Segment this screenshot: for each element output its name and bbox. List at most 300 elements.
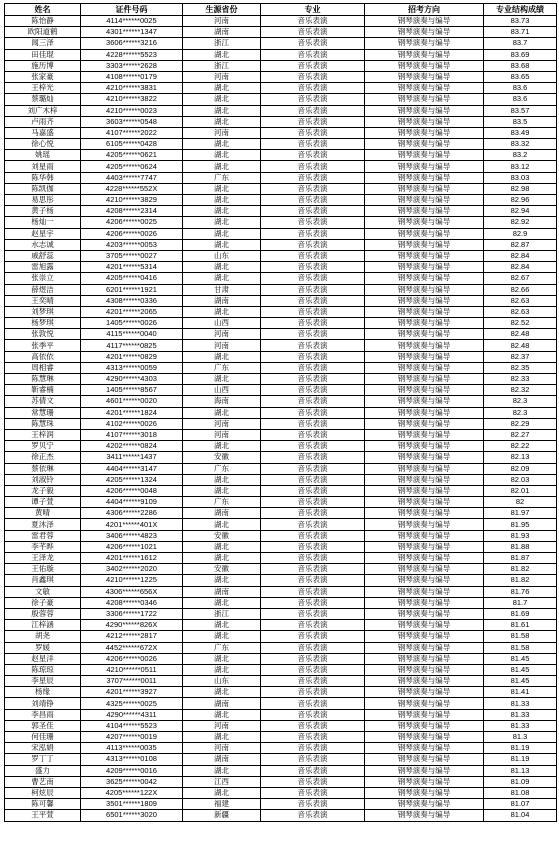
- cell-score: 81.93: [484, 530, 557, 541]
- cell-major: 音乐表演: [261, 374, 365, 385]
- header-row: [5, 4, 557, 16]
- cell-name: 夏沐泽: [5, 519, 81, 530]
- cell-direction: 钢琴演奏与编导: [365, 485, 484, 496]
- cell-direction: 钢琴演奏与编导: [365, 418, 484, 429]
- cell-province: 广东: [183, 642, 261, 653]
- table-row: [5, 183, 557, 194]
- cell-major: 音乐表演: [261, 575, 365, 586]
- cell-score: 82: [484, 497, 557, 508]
- cell-id-number: 4117******0825: [81, 340, 183, 351]
- cell-score: 82.35: [484, 362, 557, 373]
- cell-name: 薛煜洁: [5, 284, 81, 295]
- table-row: [5, 150, 557, 161]
- cell-id-number: 4102******0026: [81, 418, 183, 429]
- cell-direction: 钢琴演奏与编导: [365, 765, 484, 776]
- cell-id-number: 4308******0336: [81, 295, 183, 306]
- cell-name: 周相睿: [5, 362, 81, 373]
- cell-direction: 钢琴演奏与编导: [365, 407, 484, 418]
- cell-direction: 钢琴演奏与编导: [365, 463, 484, 474]
- cell-province: 新疆: [183, 810, 261, 821]
- cell-score: 82.27: [484, 429, 557, 440]
- cell-major: 音乐表演: [261, 351, 365, 362]
- table-row: [5, 474, 557, 485]
- cell-direction: 钢琴演奏与编导: [365, 239, 484, 250]
- cell-score: 81.33: [484, 720, 557, 731]
- table-row: [5, 676, 557, 687]
- cell-major: 音乐表演: [261, 620, 365, 631]
- cell-id-number: 3402******2020: [81, 564, 183, 575]
- cell-province: 湖北: [183, 228, 261, 239]
- cell-direction: 钢琴演奏与编导: [365, 329, 484, 340]
- cell-name: 罗媛: [5, 642, 81, 653]
- cell-id-number: 4208******0346: [81, 597, 183, 608]
- table-row: [5, 250, 557, 261]
- cell-name: 罗贝宁: [5, 441, 81, 452]
- table-row: [5, 172, 557, 183]
- cell-major: 音乐表演: [261, 631, 365, 642]
- cell-name: 闻三泽: [5, 38, 81, 49]
- cell-name: 陈华韩: [5, 172, 81, 183]
- cell-province: 山东: [183, 250, 261, 261]
- cell-province: 湖北: [183, 139, 261, 150]
- table-row: [5, 340, 557, 351]
- cell-id-number: 4403******7747: [81, 172, 183, 183]
- cell-score: 81.61: [484, 620, 557, 631]
- cell-score: 82.87: [484, 239, 557, 250]
- cell-id-number: 4212******2817: [81, 631, 183, 642]
- cell-direction: 钢琴演奏与编导: [365, 362, 484, 373]
- cell-direction: 钢琴演奏与编导: [365, 519, 484, 530]
- cell-direction: 钢琴演奏与编导: [365, 687, 484, 698]
- table-row: [5, 329, 557, 340]
- header-province: 生源省份: [183, 4, 261, 16]
- cell-name: 罗丁丁: [5, 754, 81, 765]
- cell-major: 音乐表演: [261, 597, 365, 608]
- cell-name: 柯炫辰: [5, 787, 81, 798]
- cell-id-number: 4206******0026: [81, 653, 183, 664]
- cell-province: 湖北: [183, 519, 261, 530]
- cell-province: 海南: [183, 396, 261, 407]
- cell-major: 音乐表演: [261, 765, 365, 776]
- cell-score: 83.68: [484, 60, 557, 71]
- table-row: [5, 642, 557, 653]
- cell-score: 82.84: [484, 262, 557, 273]
- cell-score: 82.37: [484, 351, 557, 362]
- cell-id-number: 4114******0025: [81, 16, 183, 27]
- table-row: [5, 374, 557, 385]
- cell-province: 河南: [183, 16, 261, 27]
- table-row: [5, 597, 557, 608]
- table-row: [5, 720, 557, 731]
- table-row: [5, 38, 557, 49]
- cell-province: 湖北: [183, 575, 261, 586]
- cell-major: 音乐表演: [261, 49, 365, 60]
- cell-major: 音乐表演: [261, 676, 365, 687]
- cell-major: 音乐表演: [261, 94, 365, 105]
- cell-major: 音乐表演: [261, 519, 365, 530]
- cell-direction: 钢琴演奏与编导: [365, 642, 484, 653]
- cell-province: 河南: [183, 418, 261, 429]
- cell-id-number: 4290******4311: [81, 709, 183, 720]
- table-row: [5, 295, 557, 306]
- cell-id-number: 4210******3829: [81, 195, 183, 206]
- cell-name: 黄晴: [5, 508, 81, 519]
- cell-id-number: 4404******3147: [81, 463, 183, 474]
- table-row: [5, 463, 557, 474]
- cell-name: 徐心悦: [5, 139, 81, 150]
- cell-major: 音乐表演: [261, 329, 365, 340]
- cell-score: 83.65: [484, 71, 557, 82]
- header-id-number: 证件号码: [81, 4, 183, 16]
- cell-score: 82.63: [484, 306, 557, 317]
- cell-id-number: 4210******0511: [81, 664, 183, 675]
- cell-province: 安徽: [183, 452, 261, 463]
- cell-direction: 钢琴演奏与编导: [365, 284, 484, 295]
- cell-id-number: 4201******401X: [81, 519, 183, 530]
- cell-major: 音乐表演: [261, 776, 365, 787]
- cell-province: 湖北: [183, 239, 261, 250]
- cell-major: 音乐表演: [261, 452, 365, 463]
- cell-major: 音乐表演: [261, 787, 365, 798]
- table-row: [5, 441, 557, 452]
- cell-major: 音乐表演: [261, 642, 365, 653]
- cell-major: 音乐表演: [261, 485, 365, 496]
- cell-direction: 钢琴演奏与编导: [365, 250, 484, 261]
- cell-major: 音乐表演: [261, 407, 365, 418]
- cell-province: 湖北: [183, 620, 261, 631]
- cell-direction: 钢琴演奏与编导: [365, 396, 484, 407]
- cell-major: 音乐表演: [261, 239, 365, 250]
- cell-score: 82.84: [484, 250, 557, 261]
- cell-id-number: 4208******2314: [81, 206, 183, 217]
- cell-province: 湖北: [183, 49, 261, 60]
- cell-province: 湖南: [183, 508, 261, 519]
- table-row: [5, 228, 557, 239]
- cell-name: 常慧珊: [5, 407, 81, 418]
- cell-name: 苏倩文: [5, 396, 81, 407]
- cell-score: 81.95: [484, 519, 557, 530]
- cell-score: 81.82: [484, 564, 557, 575]
- cell-score: 82.29: [484, 418, 557, 429]
- cell-id-number: 4452******672X: [81, 642, 183, 653]
- table-row: [5, 519, 557, 530]
- cell-score: 81.69: [484, 608, 557, 619]
- cell-name: 赵星洋: [5, 653, 81, 664]
- cell-name: 张敦悦: [5, 329, 81, 340]
- cell-score: 82.96: [484, 195, 557, 206]
- cell-name: 龙子毅: [5, 485, 81, 496]
- table-row: [5, 71, 557, 82]
- table-row: [5, 284, 557, 295]
- table-row: [5, 530, 557, 541]
- table-row: [5, 429, 557, 440]
- cell-score: 81.33: [484, 709, 557, 720]
- cell-name: 殷蓉蓉: [5, 608, 81, 619]
- cell-score: 82.03: [484, 474, 557, 485]
- cell-score: 82.09: [484, 463, 557, 474]
- cell-province: 湖北: [183, 732, 261, 743]
- cell-score: 82.63: [484, 295, 557, 306]
- cell-name: 蔡依琳: [5, 463, 81, 474]
- cell-id-number: 4210******1225: [81, 575, 183, 586]
- cell-major: 音乐表演: [261, 60, 365, 71]
- table-row: [5, 799, 557, 810]
- cell-name: 宋泓娟: [5, 743, 81, 754]
- cell-major: 音乐表演: [261, 16, 365, 27]
- cell-direction: 钢琴演奏与编导: [365, 105, 484, 116]
- cell-major: 音乐表演: [261, 698, 365, 709]
- cell-direction: 钢琴演奏与编导: [365, 385, 484, 396]
- cell-id-number: 6201******1921: [81, 284, 183, 295]
- cell-id-number: 4228******5523: [81, 49, 183, 60]
- cell-province: 湖北: [183, 709, 261, 720]
- cell-id-number: 4202******0824: [81, 441, 183, 452]
- cell-score: 83.03: [484, 172, 557, 183]
- cell-province: 湖南: [183, 754, 261, 765]
- cell-major: 音乐表演: [261, 340, 365, 351]
- cell-name: 王平萱: [5, 810, 81, 821]
- cell-direction: 钢琴演奏与编导: [365, 127, 484, 138]
- cell-score: 81.3: [484, 732, 557, 743]
- cell-score: 81.7: [484, 597, 557, 608]
- cell-province: 安徽: [183, 564, 261, 575]
- cell-name: 胡尧: [5, 631, 81, 642]
- table-row: [5, 541, 557, 552]
- cell-major: 音乐表演: [261, 564, 365, 575]
- cell-score: 83.6: [484, 83, 557, 94]
- cell-name: 易思彤: [5, 195, 81, 206]
- table-row: [5, 709, 557, 720]
- table-row: [5, 743, 557, 754]
- header-major: 专业: [261, 4, 365, 16]
- cell-major: 音乐表演: [261, 687, 365, 698]
- cell-direction: 钢琴演奏与编导: [365, 374, 484, 385]
- cell-score: 82.48: [484, 340, 557, 351]
- table-row: [5, 306, 557, 317]
- cell-direction: 钢琴演奏与编导: [365, 776, 484, 787]
- cell-score: 82.48: [484, 329, 557, 340]
- cell-major: 音乐表演: [261, 429, 365, 440]
- cell-score: 82.13: [484, 452, 557, 463]
- cell-score: 81.87: [484, 553, 557, 564]
- cell-score: 83.49: [484, 127, 557, 138]
- cell-id-number: 4115******0040: [81, 329, 183, 340]
- cell-direction: 钢琴演奏与编导: [365, 172, 484, 183]
- cell-name: 雷旭露: [5, 262, 81, 273]
- cell-province: 甘肃: [183, 284, 261, 295]
- cell-id-number: 3501******1809: [81, 799, 183, 810]
- cell-id-number: 1405******0026: [81, 318, 183, 329]
- table-row: [5, 318, 557, 329]
- cell-major: 音乐表演: [261, 228, 365, 239]
- cell-province: 湖北: [183, 195, 261, 206]
- cell-direction: 钢琴演奏与编导: [365, 161, 484, 172]
- cell-direction: 钢琴演奏与编导: [365, 732, 484, 743]
- cell-name: 郭圣佳: [5, 720, 81, 731]
- table-row: [5, 60, 557, 71]
- table-row: [5, 418, 557, 429]
- cell-id-number: 3705******0027: [81, 250, 183, 261]
- header-direction: 招考方向: [365, 4, 484, 16]
- cell-province: 湖北: [183, 262, 261, 273]
- cell-major: 音乐表演: [261, 664, 365, 675]
- cell-major: 音乐表演: [261, 396, 365, 407]
- cell-province: 湖北: [183, 765, 261, 776]
- cell-direction: 钢琴演奏与编导: [365, 631, 484, 642]
- cell-score: 82.98: [484, 183, 557, 194]
- cell-province: 湖北: [183, 217, 261, 228]
- cell-score: 81.19: [484, 754, 557, 765]
- cell-province: 山西: [183, 385, 261, 396]
- header-name: 姓名: [5, 4, 81, 16]
- cell-direction: 钢琴演奏与编导: [365, 228, 484, 239]
- cell-major: 音乐表演: [261, 530, 365, 541]
- cell-major: 音乐表演: [261, 541, 365, 552]
- cell-score: 81.33: [484, 698, 557, 709]
- cell-name: 水志诚: [5, 239, 81, 250]
- cell-province: 河南: [183, 720, 261, 731]
- cell-major: 音乐表演: [261, 262, 365, 273]
- cell-id-number: 4205******0624: [81, 161, 183, 172]
- cell-id-number: 3603******0548: [81, 116, 183, 127]
- table-row: [5, 94, 557, 105]
- cell-id-number: 4205******0621: [81, 150, 183, 161]
- cell-name: 戚舒蕊: [5, 250, 81, 261]
- cell-name: 王泽龙: [5, 553, 81, 564]
- table-row: [5, 195, 557, 206]
- cell-direction: 钢琴演奏与编导: [365, 608, 484, 619]
- cell-direction: 钢琴演奏与编导: [365, 530, 484, 541]
- table-row: [5, 127, 557, 138]
- cell-id-number: 4404******9109: [81, 497, 183, 508]
- cell-name: 肖鑫琪: [5, 575, 81, 586]
- cell-score: 82.22: [484, 441, 557, 452]
- cell-id-number: 3625******0042: [81, 776, 183, 787]
- table-row: [5, 575, 557, 586]
- cell-score: 81.09: [484, 776, 557, 787]
- cell-province: 河南: [183, 429, 261, 440]
- cell-name: 陈慧琳: [5, 374, 81, 385]
- cell-score: 82.66: [484, 284, 557, 295]
- cell-score: 81.97: [484, 508, 557, 519]
- cell-name: 王梓润: [5, 429, 81, 440]
- cell-id-number: 4206******1021: [81, 541, 183, 552]
- cell-name: 李星辰: [5, 676, 81, 687]
- cell-id-number: 6105******0428: [81, 139, 183, 150]
- cell-id-number: 4306******2286: [81, 508, 183, 519]
- cell-id-number: 4203******0053: [81, 239, 183, 250]
- cell-score: 83.69: [484, 49, 557, 60]
- cell-major: 音乐表演: [261, 306, 365, 317]
- cell-direction: 钢琴演奏与编导: [365, 709, 484, 720]
- cell-direction: 钢琴演奏与编导: [365, 497, 484, 508]
- cell-major: 音乐表演: [261, 71, 365, 82]
- table-row: [5, 206, 557, 217]
- cell-major: 音乐表演: [261, 732, 365, 743]
- cell-direction: 钢琴演奏与编导: [365, 206, 484, 217]
- cell-id-number: 4313******0108: [81, 754, 183, 765]
- cell-province: 湖南: [183, 698, 261, 709]
- cell-province: 湖北: [183, 183, 261, 194]
- cell-name: 蔡璐灿: [5, 94, 81, 105]
- cell-province: 湖北: [183, 273, 261, 284]
- cell-direction: 钢琴演奏与编导: [365, 743, 484, 754]
- cell-province: 河南: [183, 743, 261, 754]
- cell-province: 湖北: [183, 541, 261, 552]
- cell-direction: 钢琴演奏与编导: [365, 787, 484, 798]
- cell-major: 音乐表演: [261, 318, 365, 329]
- cell-major: 音乐表演: [261, 810, 365, 821]
- cell-name: 文敏: [5, 586, 81, 597]
- cell-score: 81.45: [484, 664, 557, 675]
- cell-direction: 钢琴演奏与编导: [365, 183, 484, 194]
- cell-direction: 钢琴演奏与编导: [365, 620, 484, 631]
- cell-province: 湖北: [183, 206, 261, 217]
- cell-score: 83.5: [484, 116, 557, 127]
- table-row: [5, 620, 557, 631]
- table-row: [5, 16, 557, 27]
- cell-name: 王梓光: [5, 83, 81, 94]
- table-row: [5, 776, 557, 787]
- cell-name: 李昌雨: [5, 709, 81, 720]
- cell-province: 湖北: [183, 485, 261, 496]
- cell-direction: 钢琴演奏与编导: [365, 116, 484, 127]
- cell-id-number: 4201******2065: [81, 306, 183, 317]
- cell-major: 音乐表演: [261, 38, 365, 49]
- cell-direction: 钢琴演奏与编导: [365, 49, 484, 60]
- cell-name: 盛力: [5, 765, 81, 776]
- cell-id-number: 4201******3927: [81, 687, 183, 698]
- cell-id-number: 3406******4823: [81, 530, 183, 541]
- cell-direction: 钢琴演奏与编导: [365, 83, 484, 94]
- cell-province: 湖北: [183, 687, 261, 698]
- cell-province: 湖北: [183, 787, 261, 798]
- cell-id-number: 4209******0016: [81, 765, 183, 776]
- cell-id-number: 4104******5523: [81, 720, 183, 731]
- cell-name: 刘广木梓: [5, 105, 81, 116]
- cell-score: 81.19: [484, 743, 557, 754]
- cell-score: 83.32: [484, 139, 557, 150]
- cell-major: 音乐表演: [261, 250, 365, 261]
- table-row: [5, 508, 557, 519]
- cell-major: 音乐表演: [261, 553, 365, 564]
- cell-major: 音乐表演: [261, 83, 365, 94]
- cell-score: 82.3: [484, 396, 557, 407]
- table-row: [5, 407, 557, 418]
- cell-id-number: 3707******0011: [81, 676, 183, 687]
- cell-score: 81.04: [484, 810, 557, 821]
- cell-direction: 钢琴演奏与编导: [365, 575, 484, 586]
- cell-major: 音乐表演: [261, 586, 365, 597]
- table-row: [5, 754, 557, 765]
- cell-major: 音乐表演: [261, 139, 365, 150]
- cell-major: 音乐表演: [261, 608, 365, 619]
- cell-score: 83.71: [484, 27, 557, 38]
- cell-province: 湖北: [183, 653, 261, 664]
- score-table: [4, 3, 557, 822]
- table-row: [5, 139, 557, 150]
- cell-major: 音乐表演: [261, 116, 365, 127]
- cell-id-number: 6501******3020: [81, 810, 183, 821]
- cell-major: 音乐表演: [261, 150, 365, 161]
- table-row: [5, 485, 557, 496]
- cell-direction: 钢琴演奏与编导: [365, 508, 484, 519]
- cell-province: 河南: [183, 71, 261, 82]
- cell-direction: 钢琴演奏与编导: [365, 295, 484, 306]
- cell-direction: 钢琴演奏与编导: [365, 676, 484, 687]
- cell-major: 音乐表演: [261, 418, 365, 429]
- cell-province: 湖北: [183, 474, 261, 485]
